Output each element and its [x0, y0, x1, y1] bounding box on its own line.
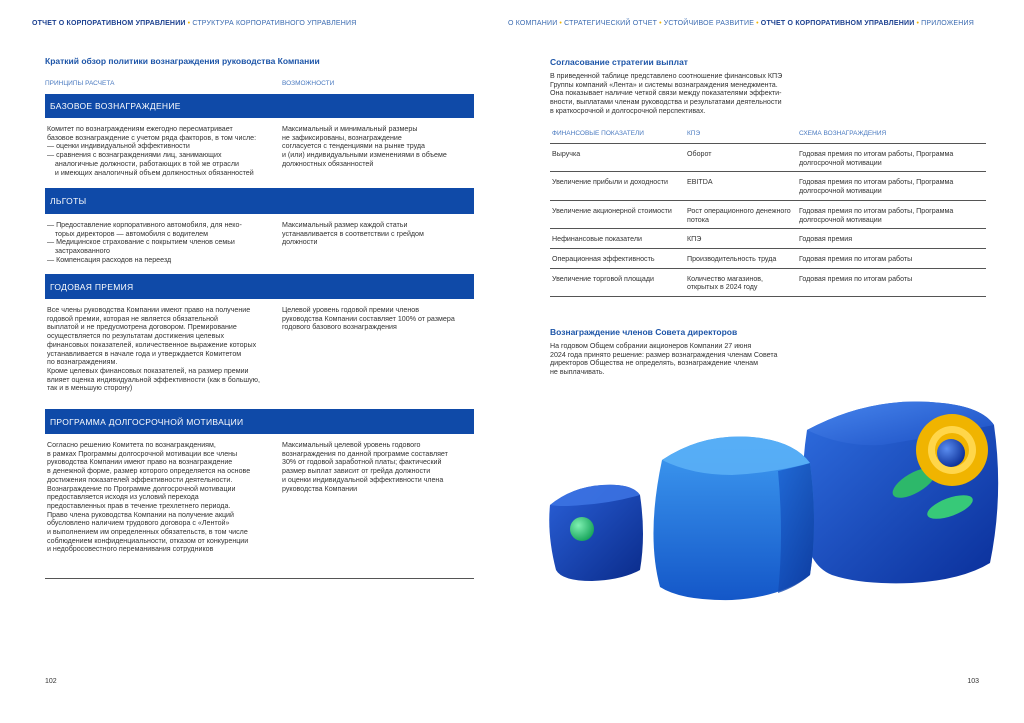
- kpi-cell: EBITDA: [685, 172, 797, 200]
- header-nav-about[interactable]: О КОМПАНИИ: [507, 20, 558, 27]
- table-row: [550, 172, 986, 200]
- column-header-opportunities: ВОЗМОЖНОСТИ: [282, 80, 335, 87]
- band-annual-bonus: ГОДОВАЯ ПРЕМИЯ: [45, 274, 474, 299]
- running-header-right: О КОМПАНИИ • СТРАТЕГИЧЕСКИЙ ОТЧЕТ • УСТОЙЧИВОЕ РАЗВИТИЕ • ОТЧЕТ О КОРПОРАТИВНОМ УПРАВЛЕНИИ • ПРИЛОЖЕНИЯ: [507, 20, 974, 27]
- header-nav-appendices[interactable]: ПРИЛОЖЕНИЯ: [921, 20, 974, 27]
- scheme-cell: Годовая премия по итогам работы, Программа долгосрочной мотивации: [797, 144, 986, 172]
- board-remuneration-title: Вознаграждение членов Совета директоров: [550, 327, 738, 337]
- scheme-cell: Годовая премия по итогам работы, Программа долгосрочной мотивации: [797, 172, 986, 200]
- strategy-alignment-title: Согласование стратегии выплат: [550, 57, 688, 67]
- right-page: [507, 0, 1024, 723]
- long-term-incentive-opportunities: Максимальный целевой уровень годового вознаграждения по данной программе составляет 30% от годовой заработной платы; фактический размер выплат зависит от грейда должности и оценки индивидуальной эффективности члена руководства Компании: [282, 441, 448, 493]
- kpi-cell: Производительность труда: [685, 248, 797, 268]
- kpi-cell: КПЭ: [685, 229, 797, 249]
- header-nav-governance[interactable]: ОТЧЕТ О КОРПОРАТИВНОМ УПРАВЛЕНИИ: [760, 20, 915, 27]
- remuneration-policy-title: Краткий обзор политики вознаграждения руководства Компании: [45, 56, 320, 66]
- table-row: [550, 229, 986, 249]
- column-header-scheme: СХЕМА ВОЗНАГРАЖДЕНИЯ: [797, 126, 986, 144]
- page-number-right: 103: [967, 678, 979, 685]
- strategy-alignment-intro: В приведенной таблице представлено соотношение финансовых КПЭ Группы компаний «Лента» и системы вознаграждения менеджмента. Она показывает наличие четкой связи между показателями эффекти- вности, выплатами членам руководства и результатами деятельности в краткосрочной и долгосрочной перспективах.: [550, 72, 783, 115]
- header-subsection[interactable]: СТРУКТУРА КОРПОРАТИВНОГО УПРАВЛЕНИЯ: [192, 20, 357, 27]
- medium-cube-shape: [653, 436, 814, 600]
- indicator-cell: Увеличение торговой площади: [550, 268, 685, 296]
- indicator-cell: Увеличение акционерной стоимости: [550, 200, 685, 228]
- board-remuneration-text: На годовом Общем собрании акционеров Компании 27 июня 2024 года принято решение: размер вознаграждения членам Совета директоров Общества не определять, вознаграждение членам не выплачивать.: [550, 342, 778, 377]
- table-row: [550, 248, 986, 268]
- indicator-cell: Нефинансовые показатели: [550, 229, 685, 249]
- band-benefits: ЛЬГОТЫ: [45, 188, 474, 214]
- column-header-kpi: КПЭ: [685, 126, 797, 144]
- column-header-indicators: ФИНАНСОВЫЕ ПОКАЗАТЕЛИ: [550, 126, 685, 144]
- small-cube-shape: [549, 485, 643, 581]
- header-separator: •: [187, 20, 191, 27]
- column-header-principles: ПРИНЦИПЫ РАСЧЕТА: [45, 80, 115, 87]
- band-base-remuneration: БАЗОВОЕ ВОЗНАГРАЖДЕНИЕ: [45, 94, 474, 118]
- table-row: [550, 200, 986, 228]
- table-header-row: [550, 126, 986, 144]
- base-remuneration-principles: Комитет по вознаграждениям ежегодно пересматривает базовое вознаграждение с учетом ряда факторов, в том числе: — оценки индивидуальной эффективности — сравнения с вознаграждениями лиц, занимающих аналогичные должности, работающих в той же отрасли и имеющих аналогичный объем должностных обязанностей: [47, 125, 257, 177]
- table-bottom-rule: [45, 578, 474, 579]
- scheme-cell: Годовая премия по итогам работы: [797, 268, 986, 296]
- band-long-term-incentive: ПРОГРАММА ДОЛГОСРОЧНОЙ МОТИВАЦИИ: [45, 409, 474, 434]
- long-term-incentive-principles: Согласно решению Комитета по вознаграждениям, в рамках Программы долгосрочной мотивации все члены руководства Компании имеют право на вознаграждение в денежной форме, размер которого определяется на основе достижения показателей эффективности деятельности. Вознаграждение по Программе долгосрочной мотивации предоставляется исходя из условий перехода предоставленных прав в течение трехлетнего периода. Право члена руководства Компании на получение акций обусловлено наличием трудового договора с «Лентой» и выполнением им определенных обязательств, в том числе соблюдением конфиденциальности, отказом от конкуренции и недобросовестного переманивания сотрудников: [47, 441, 251, 554]
- scheme-cell: Годовая премия: [797, 229, 986, 249]
- annual-bonus-opportunities: Целевой уровень годовой премии членов руководства Компании составляет 100% от размера годового базового вознаграждения: [282, 306, 455, 332]
- table-row: [550, 268, 986, 296]
- base-remuneration-opportunities: Максимальный и минимальный размеры не зафиксированы, вознаграждение согласуется с тенденциями на рынке труда и (или) индивидуальными изменениями в объеме должностных обязанностей: [282, 125, 447, 168]
- kpi-cell: Рост операционного денежного потока: [685, 200, 797, 228]
- indicator-cell: Выручка: [550, 144, 685, 172]
- header-nav-sustainability[interactable]: УСТОЙЧИВОЕ РАЗВИТИЕ: [663, 20, 755, 27]
- benefits-opportunities: Максимальный размер каждой статьи устанавливается в соответствии с грейдом должности: [282, 221, 424, 247]
- page-number-left: 102: [45, 678, 57, 685]
- kpi-alignment-table: [550, 126, 986, 297]
- header-current-section[interactable]: ОТЧЕТ О КОРПОРАТИВНОМ УПРАВЛЕНИИ: [32, 20, 186, 27]
- cubes-illustration: [542, 375, 1012, 605]
- kpi-cell: Оборот: [685, 144, 797, 172]
- scheme-cell: Годовая премия по итогам работы, Программа долгосрочной мотивации: [797, 200, 986, 228]
- benefits-principles: — Предоставление корпоративного автомобиля, для неко- торых директоров — автомобиля с водителем — Медицинское страхование с покрытием членов семьи застрахованного — Компенсация расходов на переезд: [47, 221, 242, 264]
- indicator-cell: Операционная эффективность: [550, 248, 685, 268]
- header-nav-strategy[interactable]: СТРАТЕГИЧЕСКИЙ ОТЧЕТ: [564, 20, 658, 27]
- indicator-cell: Увеличение прибыли и доходности: [550, 172, 685, 200]
- kpi-cell: Количество магазинов, открытых в 2024 году: [685, 268, 797, 296]
- scheme-cell: Годовая премия по итогам работы: [797, 248, 986, 268]
- annual-bonus-principles: Все члены руководства Компании имеют право на получение годовой премии, которая не является обязательной выплатой и не предусмотрена договором. Премирование осуществляется по результатам достижения целевых финансовых показателей, количественное выражение которых устанавливается в начале года и утверждается Комитетом по вознаграждениям. Кроме целевых финансовых показателей, на размер премии влияет оценка индивидуальной эффективности (как в большую, так и в меньшую сторону): [47, 306, 260, 393]
- running-header-left: [32, 20, 357, 27]
- table-row: [550, 144, 986, 172]
